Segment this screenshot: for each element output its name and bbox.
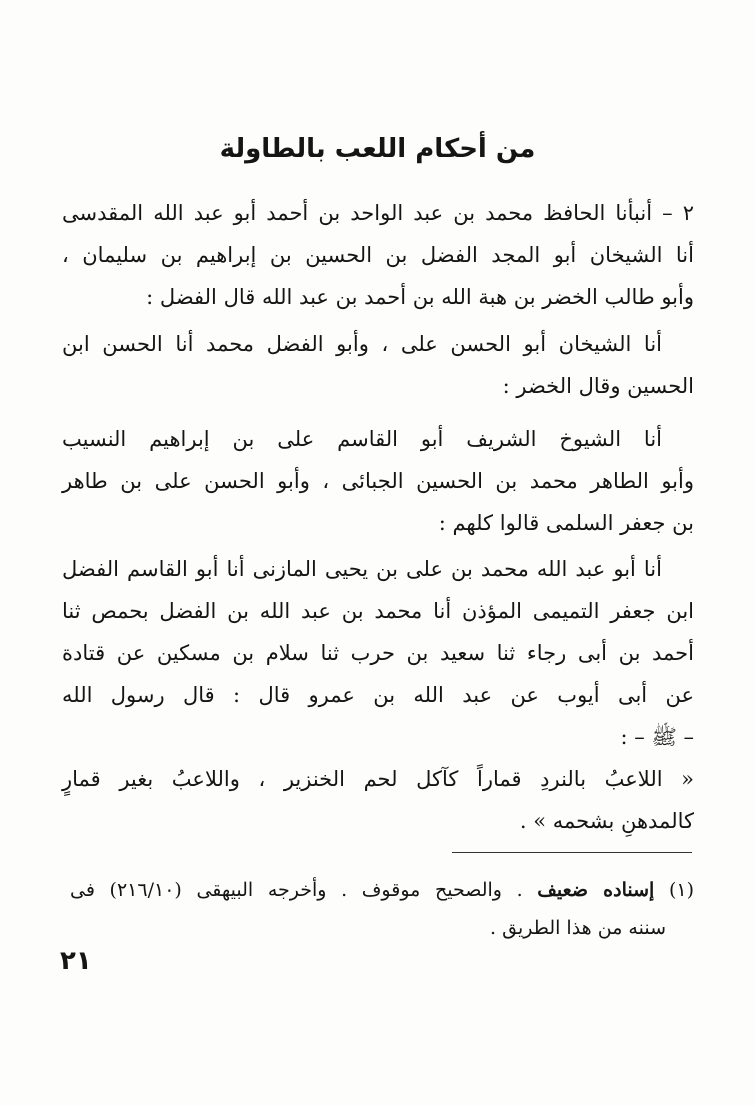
footnote-line-2: سننه من هذا الطريق . — [490, 917, 666, 939]
footnote-divider — [452, 852, 692, 853]
text-line: عن أبى أيوب عن عبد الله بن عمرو قال : قال رسول الله — [62, 683, 694, 707]
footnote-text: . والصحيح موقوف . وأخرجه البيهقى (٢١٦/١٠) فى — [70, 879, 523, 901]
text-line: ٢ – أنبأنا الحافظ محمد بن عبد الواحد بن أحمد أبو عبد الله المقدسى — [62, 201, 694, 225]
footnote-marker: (١) — [668, 879, 695, 901]
paragraph-isnad-3 — [62, 418, 694, 544]
text-line: أنا أبو عبد الله محمد بن على بن يحيى المازنى أنا أبو القاسم الفضل — [62, 557, 662, 581]
hadith-quote-line: « اللاعبُ بالنردِ قماراً كآكل لحم الخنزير ، واللاعبُ بغير قمارٍ — [62, 767, 694, 791]
text-line: بن جعفر السلمى قالوا كلهم : — [438, 511, 694, 535]
page-title: من أحكام اللعب بالطاولة — [219, 134, 536, 164]
footnote — [70, 871, 694, 947]
paragraph-hadith — [62, 548, 694, 842]
footnote-bold: إسناده ضعيف — [537, 879, 655, 901]
hadith-quote-line: كالمدهنِ بشحمه » . — [519, 809, 694, 833]
text-line: وأبو طالب الخضر بن هبة الله بن أحمد بن عبد الله قال الفضل : — [146, 285, 694, 309]
text-line: أنا الشيوخ الشريف أبو القاسم على بن إبراهيم النسيب — [62, 427, 662, 451]
text-line: أنا الشيخان أبو المجد الفضل بن الحسين بن إبراهيم بن سليمان ، — [62, 243, 694, 267]
footnote-line — [70, 871, 694, 909]
text-line: وأبو الطاهر محمد بن الحسين الجبائى ، وأبو الحسن على بن طاهر — [62, 469, 694, 493]
paragraph-isnad-1 — [62, 192, 694, 318]
text-line: – ﷺ – : — [620, 725, 694, 749]
text-line: الحسين وقال الخضر : — [502, 374, 694, 398]
text-line: أحمد بن أبى رجاء ثنا سعيد بن حرب ثنا سلام بن مسكين عن قتادة — [62, 641, 694, 665]
paragraph-isnad-2 — [62, 323, 694, 407]
page-number: ٢١ — [60, 946, 92, 976]
text-line: أنا الشيخان أبو الحسن على ، وأبو الفضل محمد أنا الحسن ابن — [62, 332, 662, 356]
text-line: ابن جعفر التميمى المؤذن أنا محمد بن عبد الله بن الفضل بحمص ثنا — [62, 599, 694, 623]
